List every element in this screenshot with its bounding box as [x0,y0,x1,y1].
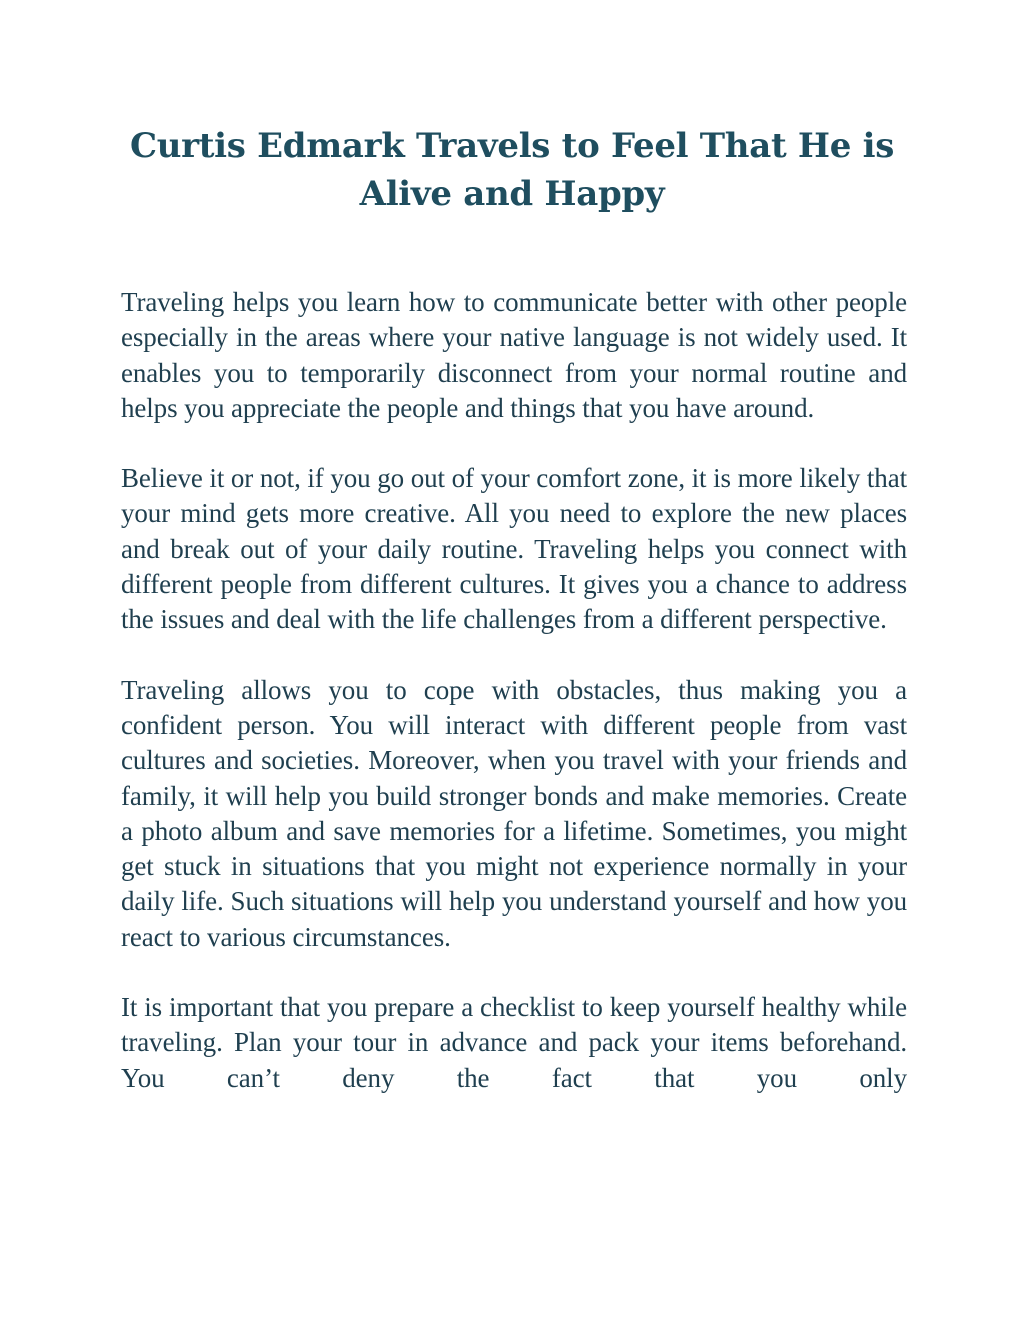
document-title: Curtis Edmark Travels to Feel That He is Alive and Happy [129,126,895,214]
paragraph-2: Believe it or not, if you go out of your comfort zone, it is more likely that your mind gets more creative. All you need to explore the new places and break out of your daily routine. Traveling helps you connect with different people from different cultures. It gives you a chance to address the issues and deal with the life challenges from a different perspective. [121,463,907,635]
paragraph-4: It is important that you prepare a checklist to keep yourself healthy while traveling. Plan your tour in advance and pack your items beforehand. You can’t deny the fact that you only [121,992,907,1093]
document-body [121,285,907,1096]
paragraph-3: Traveling allows you to cope with obstacles, thus making you a confident person. You will interact with different people from vast cultures and societies. Moreover, when you travel with your friends and family, it will help you build stronger bonds and make memories. Create a photo album and save memories for a lifetime. Sometimes, you might get stuck in situations that you might not experience normally in your daily life. Such situations will help you understand yourself and how you react to various circumstances. [121,674,907,952]
paragraph-1: Traveling helps you learn how to communicate better with other people especially in the areas where your native language is not widely used. It enables you to temporarily disconnect from your normal routine and helps you appreciate the people and things that you have around. [121,287,907,423]
